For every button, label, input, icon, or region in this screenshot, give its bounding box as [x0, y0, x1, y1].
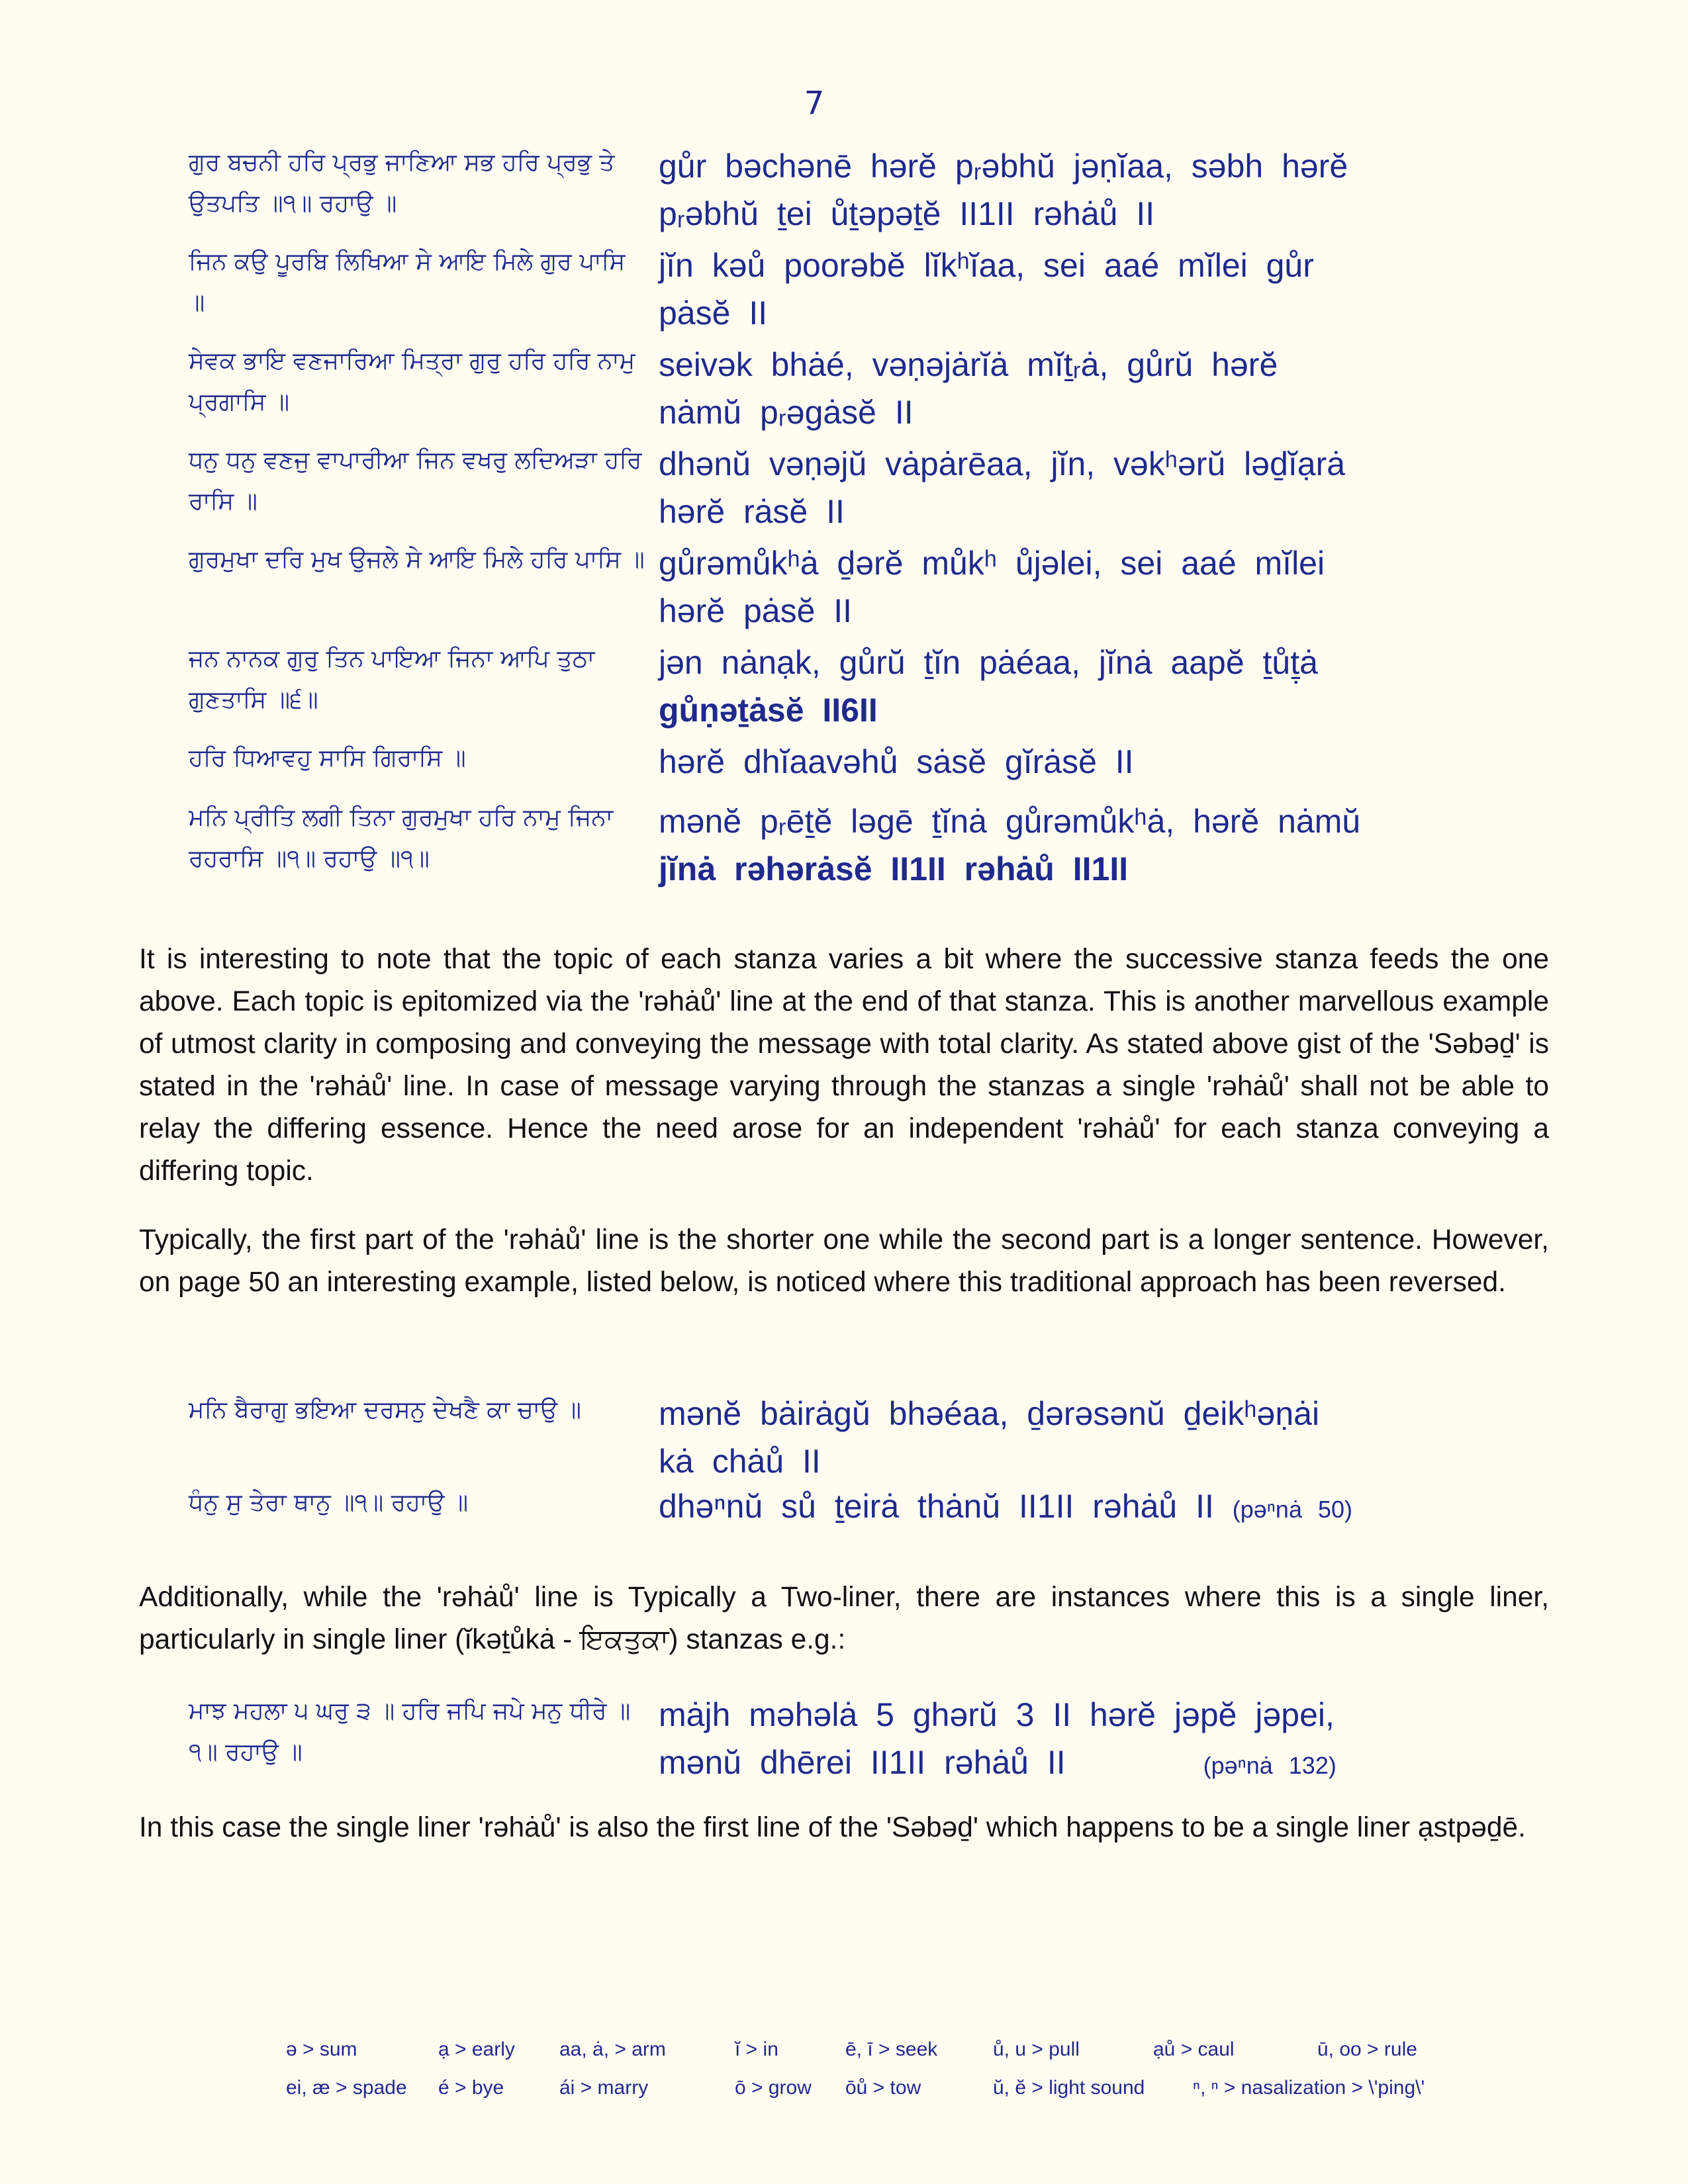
legend-item: ōů > tow — [845, 2077, 921, 2099]
legend-item: ei, æ > spade — [286, 2077, 407, 2099]
stanza-row — [189, 1691, 1479, 1784]
legend-item: ū, oo > rule — [1317, 2038, 1417, 2060]
stanza-row — [189, 440, 1479, 539]
transliteration — [659, 539, 1479, 639]
translit-line: mənĕ bȧirȧgŭ bhəéaa, ḏərəsənŭ ḏeikʰəṇȧi — [659, 1395, 1320, 1432]
legend-item: é > bye — [438, 2077, 504, 2099]
legend-row — [286, 2038, 1477, 2077]
stanza-row — [189, 639, 1479, 738]
translit-line: mənĕ pᵣēṯĕ ləgē ṯĭnȧ gůrəmůkʰȧ, hərĕ nȧmŭ — [659, 803, 1361, 840]
transliteration — [659, 1390, 1479, 1482]
translit-line: dhəⁿnŭ sů ṯeirȧ thȧnŭ II1II rəhȧů II — [659, 1488, 1214, 1525]
translit-line: mənŭ dhērei II1II rəhȧů II — [659, 1744, 1066, 1781]
translit-line: mȧjh məhəlȧ 5 ghərŭ 3 II hərĕ jəpĕ jəpei, — [659, 1696, 1335, 1733]
translit-line: hərĕ dhĭaavəhů sȧsĕ gĭrȧsĕ II — [659, 743, 1134, 780]
legend-item: ạ > early — [438, 2038, 515, 2060]
stanza-row — [189, 797, 1479, 897]
legend-item: ạů > caul — [1153, 2038, 1235, 2060]
stanza-row — [189, 142, 1479, 242]
translit-line: gůr bəchənē hərĕ pᵣəbhŭ jəṇĭaa, səbh hərĕ — [659, 148, 1348, 185]
translit-line: jən nȧnạk, gůrŭ ṯĭn pȧéaa, jĭnȧ aapĕ ṯůṯ̣ȧ — [659, 644, 1318, 681]
translit-line: dhənŭ vəṇəjŭ vȧpȧrēaa, jĭn, vəkʰərŭ ləḏĭạrȧ — [659, 445, 1346, 482]
gurmukhi-text: ਗੁਰ ਬਚਨੀ ਹਰਿ ਪ੍ਰਭੁ ਜਾਣਿਆ ਸਭ ਹਰਿ ਪ੍ਰਭੁ ਤੇ ਉਤਪਤਿ ॥੧॥ ਰਹਾਉ ॥ — [189, 149, 615, 217]
example-verse-page-50 — [189, 1390, 1479, 1535]
transliteration — [659, 1482, 1479, 1535]
transliteration — [659, 738, 1479, 797]
transliteration — [659, 341, 1479, 440]
gurmukhi-text: ਮਨਿ ਪ੍ਰੀਤਿ ਲਗੀ ਤਿਨਾ ਗੁਰਮੁਖਾ ਹਰਿ ਨਾਮੁ ਜਿਨਾ ਰਹਰਾਸਿ ॥੧॥ ਰਹਾਉ ॥੧॥ — [189, 804, 614, 872]
example-verse-page-132 — [189, 1691, 1479, 1784]
page-reference: (pəⁿnȧ 132) — [1203, 1752, 1336, 1779]
transliteration — [659, 440, 1479, 539]
legend-item: ů, u > pull — [993, 2038, 1080, 2060]
gurmukhi-text: ਧੰਨੁ ਸੁ ਤੇਰਾ ਥਾਨੁ ॥੧॥ ਰਹਾਉ ॥ — [189, 1489, 469, 1516]
transliteration — [659, 1691, 1479, 1784]
stanza-row — [189, 1482, 1479, 1535]
legend-item: aa, ȧ, > arm — [559, 2038, 666, 2060]
gurmukhi-text: ਧਨੁ ਧਨੁ ਵਣਜੁ ਵਾਪਾਰੀਆ ਜਿਨ ਵਖਰੁ ਲਦਿਅੜਾ ਹਰਿ ਰਾਸਿ ॥ — [189, 447, 642, 515]
stanza-row — [189, 1390, 1479, 1482]
legend-item: ō > grow — [735, 2077, 812, 2099]
stanza-row — [189, 539, 1479, 639]
legend-row — [286, 2077, 1477, 2115]
stanza-row — [189, 242, 1479, 341]
legend-item: ĭ > in — [735, 2038, 778, 2060]
page-number: 7 — [804, 85, 825, 122]
legend-item: ə > sum — [286, 2038, 357, 2060]
gurmukhi-text: ਗੁਰਮੁਖਾ ਦਰਿ ਮੁਖ ਉਜਲੇ ਸੇ ਆਇ ਮਿਲੇ ਹਰਿ ਪਾਸਿ ॥ — [189, 546, 645, 573]
pronunciation-legend — [286, 2038, 1477, 2115]
gurmukhi-text: ਮਨਿ ਬੈਰਾਗੁ ਭਇਆ ਦਰਸਨੁ ਦੇਖਣੈ ਕਾ ਚਾਉ ॥ — [189, 1396, 581, 1424]
paragraph: Typically, the first part of the 'rəhȧů' line is the shorter one while the second part is a longer sentence. However, on page 50 an interesting example, listed below, is noticed where this traditional approach has been reversed. — [139, 1224, 1549, 1298]
translit-line: hərĕ pȧsĕ II — [659, 592, 853, 629]
verse-table — [189, 142, 1479, 897]
translit-line-wrap — [659, 1739, 1479, 1790]
legend-item: ŭ, ĕ > light sound — [993, 2077, 1145, 2099]
transliteration — [659, 142, 1479, 242]
translit-line: gůṇəṯȧsĕ II6II — [659, 692, 878, 729]
paragraph: Additionally, while the 'rəhȧů' line is Typically a Two-liner, there are instances where this is a single liner, particularly in single liner (ĭkəṯůkȧ - ਇਕਤੁਕਾ) stanzas e.g.: — [139, 1582, 1549, 1655]
translit-line: nȧmŭ pᵣəgȧsĕ II — [659, 394, 914, 431]
translit-line: gůrəmůkʰȧ ḏərĕ můkʰ ůjəlei, sei aaé mĭlei — [659, 545, 1325, 582]
gurmukhi-text: ਜਿਨ ਕਉ ਪੂਰਬਿ ਲਿਖਿਆ ਸੇ ਆਇ ਮਿਲੇ ਗੁਰ ਪਾਸਿ ॥ — [189, 248, 626, 316]
stanza-row — [189, 341, 1479, 440]
transliteration — [659, 639, 1479, 738]
legend-item: ⁿ, ⁿ > nasalization > \'ping\' — [1193, 2077, 1425, 2099]
gurmukhi-text: ਹਰਿ ਧਿਆਵਹੁ ਸਾਸਿ ਗਿਰਾਸਿ ॥ — [189, 745, 466, 772]
gurmukhi-text: ਜਨ ਨਾਨਕ ਗੁਰੁ ਤਿਨ ਪਾਇਆ ਜਿਨਾ ਆਪਿ ਤੁਠਾ ਗੁਣਤਾਸਿ ॥੬॥ — [189, 645, 595, 713]
legend-item: ái > marry — [559, 2077, 649, 2099]
gurmukhi-text: ਮਾਝ ਮਹਲਾ ੫ ਘਰੁ ੩ ॥ ਹਰਿ ਜਪਿ ਜਪੇ ਮਨੁ ਧੀਰੇ ॥੧॥ ਰਹਾਉ ॥ — [189, 1698, 631, 1766]
translit-line: pᵣəbhŭ ṯei ůṯəpəṯĕ II1II rəhȧů II — [659, 195, 1155, 232]
paragraph: In this case the single liner 'rəhȧů' is also the first line of the 'Səbəḏ' which happens to be a single liner ạstpəḏē. — [139, 1812, 1526, 1843]
transliteration — [659, 242, 1479, 341]
translit-line: hərĕ rȧsĕ II — [659, 493, 845, 530]
translit-line: seivək bhȧé, vəṇəjȧrĭȧ mĭṯᵣȧ, gůrŭ hərĕ — [659, 346, 1278, 383]
gurmukhi-text: ਸੇਵਕ ਭਾਇ ਵਣਜਾਰਿਆ ਮਿਤ੍ਰਾ ਗੁਰੁ ਹਰਿ ਹਰਿ ਨਾਮੁ ਪ੍ਰਗਾਸਿ ॥ — [189, 347, 635, 416]
stanza-row — [189, 738, 1479, 797]
translit-line: jĭnȧ rəhərȧsĕ II1II rəhȧů II1II — [659, 850, 1129, 887]
translit-line: pȧsĕ II — [659, 295, 768, 332]
translit-line: jĭn kəů poorəbĕ lĭkʰĭaa, sei aaé mĭlei gůr — [659, 247, 1314, 284]
page-reference: (pəⁿnȧ 50) — [1232, 1496, 1353, 1523]
translit-line: kȧ chȧů II — [659, 1443, 821, 1480]
legend-item: ē, ī > seek — [845, 2038, 938, 2060]
transliteration — [659, 797, 1479, 897]
paragraph: It is interesting to note that the topic of each stanza varies a bit where the successive stanza feeds the one above. Each topic is epitomized via the 'rəhȧů' line at the end of that stanza. This is another marvellous example of utmost clarity in composing and conveying the message with total clarity. As stated above gist of the 'Səbəḏ' is stated in the 'rəhȧů' line. In case of message varying through the stanzas a single 'rəhȧů' shall not be able to relay the differing essence. Hence the need arose for an independent 'rəhȧů' for each stanza conveying a differing topic. — [139, 944, 1549, 1187]
